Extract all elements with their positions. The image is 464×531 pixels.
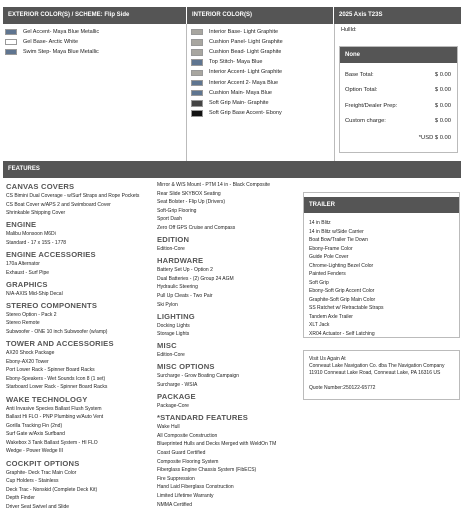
features-header: FEATURES <box>3 161 461 178</box>
feature-item: Zero Off GPS Cruise and Compass <box>157 224 236 231</box>
feature-item: Shrinkable Shipping Cover <box>6 210 66 217</box>
exterior-color-row <box>5 47 185 57</box>
price-label: Freight/Dealer Prep: <box>345 102 398 109</box>
dealer-info-box <box>303 350 460 400</box>
trailer-box <box>303 192 460 338</box>
exterior-header: EXTERIOR COLOR(S) / SCHEME: Flip Side <box>3 7 186 24</box>
price-label: Base Total: <box>345 71 374 78</box>
dealer-info-line: Visit Us Again At <box>309 356 346 362</box>
model-header: 2025 Axis T23S <box>334 7 461 24</box>
exterior-color-row <box>5 37 185 47</box>
trailer-item: 14 in Blitz <box>309 220 331 226</box>
price-value: $ 0.00 <box>434 118 451 125</box>
dealer-info-line: Conneaut Lake Navigation Co. dba The Navigation Company <box>309 363 445 370</box>
trailer-item: XLT Jack <box>309 322 330 328</box>
interior-color-label: Cushion Main- Maya Blue <box>209 89 272 96</box>
feature-item: Wakebox 3 Tank Ballast System - HI FLO <box>6 439 98 446</box>
feature-item: Cup Holders - Stainless <box>6 478 59 485</box>
feature-item: Composite Flooring System <box>157 458 219 465</box>
trailer-item: SS Ratchet w/ Retractable Straps <box>309 305 384 311</box>
feature-item: Standard - 17 x 15S - 1778 <box>6 239 67 246</box>
interior-color-label: Cushion Bead- Light Graphite <box>209 49 282 56</box>
feature-item: Deck Trac - Nonskid (Complete Deck Kit) <box>6 486 98 493</box>
feature-item: Ebony-Speakers - Wet Sounds Icon 8 (1 set) <box>6 375 106 382</box>
dealer-info-line: Quote Number:250122-65772 <box>309 384 376 391</box>
feature-item: Battery Set Up - Option 2 <box>157 267 213 274</box>
feature-item: Malibu Monsoon M6Di <box>6 231 56 238</box>
price-row <box>340 98 457 114</box>
trailer-item: Graphite-Soft Grip Main Color <box>309 296 376 303</box>
trailer-item: Boat Bow/Trailer Tie Down <box>309 237 369 243</box>
feature-category: MISC OPTIONS <box>157 362 215 372</box>
interior-header: INTERIOR COLOR(S) <box>187 7 333 24</box>
feature-item: Stereo Remote <box>6 320 40 327</box>
color-swatch <box>191 70 203 77</box>
price-label: Custom charge: <box>345 118 386 125</box>
feature-category: EDITION <box>157 235 190 245</box>
color-swatch <box>191 110 203 117</box>
feature-item: Gorilla Tracking Fin (2nd) <box>6 422 63 429</box>
interior-color-row <box>191 109 331 119</box>
trailer-header: TRAILER <box>304 197 459 213</box>
feature-item: Edition-Core <box>157 246 185 253</box>
feature-item: Exhaust - Surf Pipe <box>6 269 50 276</box>
feature-item: NMMA Certified <box>157 501 193 508</box>
summary-divider <box>334 24 335 162</box>
trailer-item: Tandem Axle Trailer <box>309 313 353 320</box>
exterior-color-label: Gel Accent- Maya Blue Metallic <box>23 28 100 35</box>
price-row <box>340 114 457 130</box>
pricing-box <box>339 46 458 153</box>
price-value: $ 0.00 <box>434 87 451 94</box>
interior-color-row <box>191 47 331 57</box>
feature-item: Hand Laid Fiberglass Construction <box>157 484 234 491</box>
feature-item: Surcharge - Grow Boating Campaign <box>157 373 239 380</box>
feature-item: Surf Gate w/Axis Surfband <box>6 431 65 438</box>
feature-item: 170a Alternator <box>6 260 40 267</box>
trailer-item: Ebony-Frame Color <box>309 245 353 252</box>
interior-color-row <box>191 37 331 47</box>
dealer-info-line: 11910 Conneaut Lake Road, Conneaut Lake, PA 16316 US <box>309 370 441 377</box>
feature-category: *STANDARD FEATURES <box>157 413 249 423</box>
exterior-color-list <box>5 27 185 57</box>
feature-item: Ballast Hi FLO - PNP Plumbing w/Auto Vent <box>6 414 104 421</box>
feature-item: Port Lower Rack - Spinner Board Racks <box>6 367 95 374</box>
feature-item: Seat Bolster - Flip Up (Drivers) <box>157 199 226 206</box>
feature-item: Dual Batteries - (2) Group 24 AGM <box>157 275 234 282</box>
feature-category: WAKE TECHNOLOGY <box>6 394 88 404</box>
color-swatch <box>191 49 203 56</box>
interior-color-row <box>191 78 331 88</box>
feature-category: PACKAGE <box>157 392 196 402</box>
feature-item: Subwoofer - ONE 10 inch Subwoofer (w/amp) <box>6 328 108 335</box>
price-total: *USD $ 0.00 <box>418 135 451 141</box>
feature-item: Coast Guard Certified <box>157 449 206 456</box>
interior-color-label: Interior Base- Light Graphite <box>209 28 279 35</box>
interior-color-label: Soft Grip Main- Graphite <box>209 100 269 106</box>
feature-category: TOWER AND ACCESSORIES <box>6 339 114 349</box>
color-swatch <box>5 29 17 36</box>
feature-item: Rear Slide SKYBOX Seating <box>157 190 221 197</box>
category-spacer <box>157 509 300 511</box>
feature-item: Stereo Option - Pack 2 <box>6 311 57 318</box>
features-column-1 <box>6 181 152 513</box>
feature-item: Pull Up Cleats - Two Pair <box>157 292 213 299</box>
color-swatch <box>191 59 203 66</box>
color-swatch <box>191 100 203 107</box>
interior-color-label: Top Stitch- Maya Blue <box>209 59 263 66</box>
feature-item: Wake Hull <box>157 424 180 431</box>
feature-item: Wedge - Power Wedge III <box>6 448 64 455</box>
color-swatch <box>5 49 17 56</box>
features-column-2 <box>157 181 300 511</box>
feature-item: CS Boat Cover w/APS 2 and Swimboard Cover <box>6 201 111 208</box>
price-value: $ 0.00 <box>434 102 451 109</box>
feature-item: AX20 Shock Package <box>6 350 55 357</box>
hull-id-label: HullId: <box>341 27 357 33</box>
feature-item: Soft-Grip Flooring <box>157 207 197 214</box>
price-value: $ 0.00 <box>434 71 451 78</box>
feature-item: Starboard Lower Rack - Spinner Board Racks <box>6 384 108 391</box>
color-swatch <box>191 29 203 36</box>
color-swatch <box>191 39 203 46</box>
interior-color-label: Interior Accent 2- Maya Blue <box>209 79 279 86</box>
feature-category: ENGINE <box>6 220 37 230</box>
color-swatch <box>5 39 17 46</box>
feature-item: Depth Finder <box>6 495 35 502</box>
price-row <box>340 83 457 99</box>
feature-item: Ebony-AX20 Tower <box>6 358 49 365</box>
exterior-color-row <box>5 27 185 37</box>
feature-item: Driver Seat Swivel and Slide <box>6 503 70 510</box>
interior-color-label: Soft Grip Base Accent- Ebony <box>209 110 282 117</box>
feature-item: Storage Lights <box>157 331 190 338</box>
color-divider <box>186 24 187 162</box>
feature-item: Ski Pylon <box>157 301 178 308</box>
feature-item: Sport Dash <box>157 216 183 223</box>
feature-category: CANVAS COVERS <box>6 182 75 191</box>
color-swatch <box>191 90 203 97</box>
interior-color-label: Interior Accent- Light Graphite <box>209 69 283 76</box>
interior-color-row <box>191 68 331 78</box>
feature-category: HARDWARE <box>157 256 204 266</box>
interior-color-row <box>191 98 331 108</box>
trailer-item: Ebony-Soft Grip Accent Color <box>309 288 375 294</box>
interior-color-label: Cushion Panel- Light Graphite <box>209 38 283 45</box>
feature-item: Surcharge - WSIA <box>157 382 198 388</box>
feature-item: N/A-AXIS Mid-Ship Decal <box>6 290 63 297</box>
feature-item: Limited Lifetime Warranty <box>157 492 214 499</box>
feature-item: Blueprinted Hulls and Decks Merged with WeldOn TM <box>157 441 277 448</box>
feature-category: LIGHTING <box>157 311 195 321</box>
feature-item: Fiberglass Engine Chassis System (FibECS) <box>157 467 257 474</box>
trailer-item: Chrome-Lighting Bezel Color <box>309 262 374 269</box>
feature-category: MISC <box>157 341 177 351</box>
trailer-item: Painted Fenders <box>309 271 346 277</box>
feature-item: Package-Core <box>157 403 189 410</box>
interior-color-row <box>191 27 331 37</box>
feature-category: STEREO COMPONENTS <box>6 300 98 310</box>
interior-color-list <box>191 27 331 119</box>
trailer-item: Guide Pole Cover <box>309 254 349 260</box>
interior-color-row <box>191 88 331 98</box>
category-spacer <box>6 512 152 514</box>
exterior-color-label: Swim Step- Maya Blue Metallic <box>23 48 99 55</box>
feature-category: GRAPHICS <box>6 279 48 289</box>
feature-item: Mirror & W/S Mount - PTM 14 in - Black Composite <box>157 182 271 188</box>
interior-color-row <box>191 58 331 68</box>
price-row <box>340 67 457 83</box>
trailer-item: XR04 Actuator - Self Latching <box>309 330 375 337</box>
feature-item: Hydraulic Steering <box>157 284 198 291</box>
dealer-info-line <box>309 378 454 385</box>
feature-item: Edition-Core <box>157 352 185 359</box>
exterior-color-label: Gel Base- Arctic White <box>23 38 79 45</box>
trailer-item: Soft Grip <box>309 279 329 286</box>
price-label: Option Total: <box>345 87 378 94</box>
feature-item: Anti Invasive Species Ballast Flush System <box>6 405 102 412</box>
trailer-item: 14 in Blitz w/Side Carrier <box>309 228 364 235</box>
feature-category: ENGINE ACCESSORIES <box>6 249 96 259</box>
feature-item: Fire Suppression <box>157 475 195 482</box>
pricing-header: None <box>340 47 457 63</box>
feature-item: All Composite Construction <box>157 432 218 439</box>
color-swatch <box>191 80 203 87</box>
feature-item: Docking Lights <box>157 322 190 329</box>
feature-item: Graphite- Deck Trac Main Color <box>6 469 77 476</box>
feature-category: COCKPIT OPTIONS <box>6 458 80 468</box>
feature-item: CS Bimini Dual Coverage - w/Surf Straps and Rope Pockets <box>6 193 140 199</box>
